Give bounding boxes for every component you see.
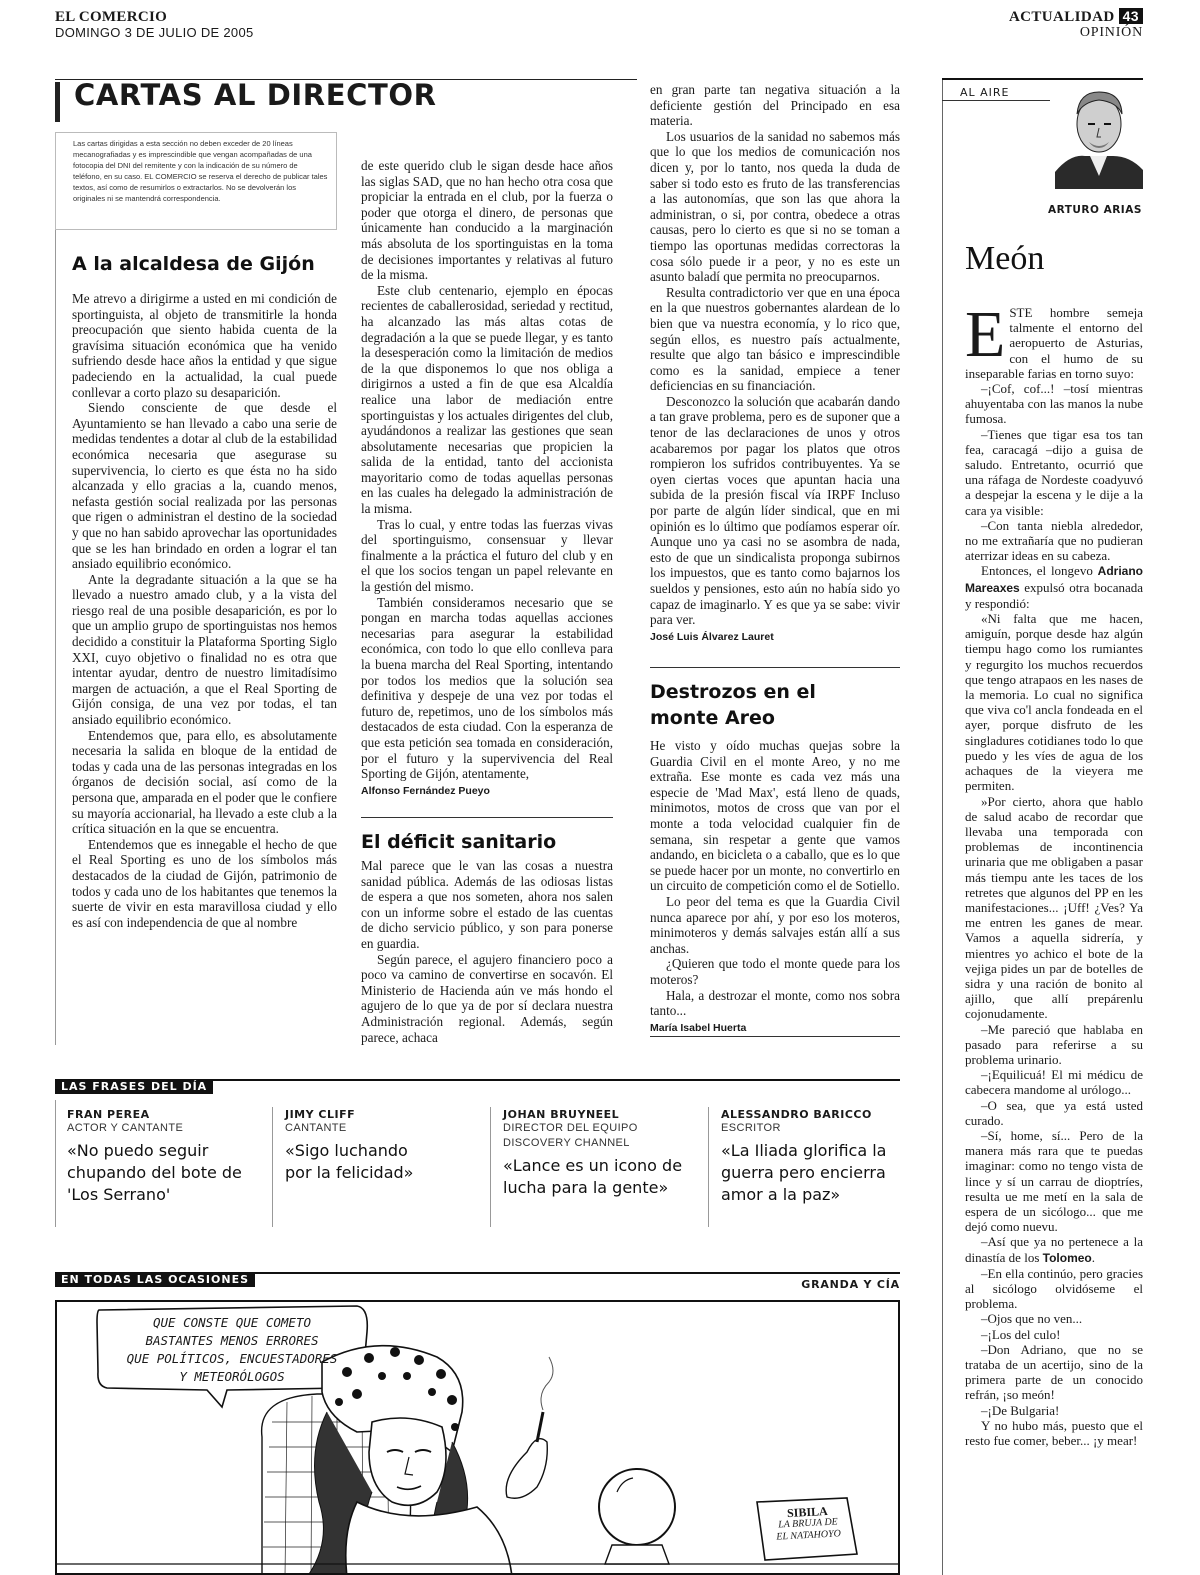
frase-divider (272, 1107, 273, 1227)
subsection-title: OPINIÓN (1079, 25, 1143, 40)
letter3-p2: Lo peor del tema es que la Guardia Civil nunca aparece por ahí, y por eso los moteros, minimoteros y demás salvajes están allí a sus anchas. (650, 893, 900, 956)
column-p5-start: Entonces, el longevo (981, 563, 1098, 579)
column-p10: –O sea, que ya está usted curado. (965, 1097, 1143, 1128)
column-p16: –Don Adriano, que no se trataba de un acertijo, sino de la primera parte de un conocido refrán, ¡so meón! (965, 1341, 1143, 1403)
column-left-rule (942, 78, 943, 1575)
sign-line: EL NATAHOYO (776, 1528, 842, 1543)
frase-role: ACTOR Y CANTANTE (67, 1122, 184, 1134)
letter2-signature: José Luis Álvarez Lauret (650, 630, 774, 643)
letter2-p5: Resulta contradictorio ver que en una época en la que nuestros gobernantes alardean de lo bien que va nuestra economía, y lo rico que, según ellos, es nuestro país actualmente, resulte que algo tan básico e imprescindible como es la sanidad, empiece a tener deficiencias en su financiación. (650, 284, 900, 394)
column-p12-name: Tolomeo (1042, 1250, 1092, 1265)
column-section-rule (942, 100, 1050, 101)
column-p8: –Me pareció que hablaba en pasado para referirse a su problema urinario. (965, 1021, 1143, 1067)
comic-label: EN TODAS LAS OCASIONES (55, 1272, 255, 1287)
letter2-p6: Desconozco la solución que acabarán dando a tan grave problema, pero es de suponer que a tenor de las declaraciones de unos y otros acabaremos por pagar los platos que otros rompieron los sufridos contribuyentes. Ya se oyen ciertas voces que apuntan hacia una subida de la presión fiscal vía IRPF Incluso por parte de algún líder sindical, que en mi opinión es lo último que podíamos esperar oír. Aunque uno ya casi no se asombra de nada, esto de que un sindicalista proponga subirnos los impuestos, que es tanto como bajarnos los sueldos y pensiones, esto aún no había sido yo capaz de imaginarlo. Y es que ya se sabe: vivir para ver. (650, 393, 900, 628)
letter2-p2: Según parece, el agujero financiero poco a poco va camino de convertirse en socavón. El Ministerio de Hacienda aún ve más hondo el agujero de lo que ya de por sí declara nuestra Administración regional. Además, según parece, achaca (361, 951, 613, 1045)
column-p4: –Con tanta niebla alrededor, no me extrañaría que no pudieran aterrizar ideas en su cabeza. (965, 517, 1143, 564)
comic-panel (55, 1300, 900, 1575)
letter2-p3: en gran parte tan negativa situación a la deficiente gestión del Principado en esa materia. (650, 82, 900, 129)
sign-line: SIBILA (786, 1503, 829, 1521)
frase-quote: «No puedo seguir chupando del bote de 'Los Serrano' (67, 1141, 242, 1204)
letter2-p1: Mal parece que le van las cosas a nuestra sanidad pública. Además de las odiosas listas de espera a que nos someten, ahora nos salen con un informe sobre el estado de las cuentas de dicho servicio público, y son para ponerse en guardia. (361, 858, 613, 951)
frase-role: ESCRITOR (721, 1122, 781, 1134)
frase-role: CANTANTE (285, 1122, 347, 1134)
frase-divider (708, 1107, 709, 1227)
frase-quote: «La Iliada glorifica la guerra pero encierra amor a la paz» (721, 1141, 887, 1204)
frases-label: LAS FRASES DEL DÍA (55, 1079, 213, 1094)
letter3-p3: ¿Quieren que todo el monte quede para los moteros? (650, 956, 900, 987)
frase-item (721, 1108, 896, 1206)
frase-item (503, 1108, 698, 1199)
column-p12-start: –Así que ya no pertenece a la dinastía de los (965, 1234, 1143, 1265)
frase-name: JIMY CLIFF (285, 1108, 356, 1121)
column-p17: –¡De Bulgaria! (981, 1402, 1060, 1418)
column-top-rule (942, 78, 1143, 80)
column-author: ARTURO ARIAS (1048, 204, 1142, 216)
frase-item (67, 1108, 262, 1206)
publication-date: DOMINGO 3 DE JULIO DE 2005 (55, 25, 254, 40)
column-p5-name: Adriano Mareaxes (965, 564, 1143, 595)
frase-quote: «Lance es un icono de lucha para la gente» (503, 1156, 683, 1197)
column-p3: –Tienes que tigar esa tos tan fea, caracagá –dijo a guisa de saludo. Entretanto, ocurrió que una ráfaga de Nordeste coadyuvó a despejar la escena y le dije a la cara ya visible: (965, 426, 1143, 518)
letter1-p8: Tras lo cual, y entre todas las fuerzas vivas del sportinguismo, consensuar y llevar finalmente a la práctica el futuro del club y en el que los socios tengan un papel relevante en la gestión del mismo. (361, 516, 613, 595)
letter3-column (650, 738, 900, 1036)
publication-name: EL COMERCIO (55, 9, 168, 25)
letter1-p2: Siendo consciente de que desde el Ayuntamiento se han llevado a cabo una serie de medidas tendentes a dotar al club de la estabilidad económica necesaria que asegurase su supervivencia, lo cierto es que ésta no ha sido alcanzada y ello gracias a la, cuando menos, nefasta gestión social realizada por las personas que rigen o administran el destino de la sociedad y que no han sabido aprovechar las oportunidades que se les han brindado en orden a lograr el tan ansiado equilibrio económico. (72, 400, 337, 572)
section-title (1009, 8, 1143, 26)
column-p12-end: . (1091, 1249, 1095, 1265)
letter1-signature: Alfonso Fernández Pueyo (361, 784, 490, 797)
letter3-p4: Hala, a destrozar el monte, como nos sobra tanto... (650, 987, 900, 1019)
column-title: Meón (965, 240, 1045, 277)
frase-divider (490, 1107, 491, 1227)
author-photo (1055, 84, 1143, 189)
column-p18: Y no hubo más, puesto que el resto fue comer, beber... ¡y mear! (965, 1417, 1143, 1449)
letter3-end-rule (650, 1036, 900, 1037)
letter3-title: Destrozos en el monte Areo (650, 681, 816, 729)
letter1-p3: Ante la degradante situación a la que se ha llevado a nuestro amado club, y a la vista del riesgo real de una posible desaparición, es por lo que un amplio grupo de sportinguistas nos hemos decidido a constituir la Plataforma Sporting Siglo XXI, cuyo objetivo o finalidad no es otra que intentar ayudar, dentro de nuestro limitadísimo margen de actuación, a que el Real Sporting de Gijón consiga, de una vez por todas, el tan ansiado equilibrio económico. (72, 571, 337, 728)
column-p11: –Sí, home, sí... Pero de la manera más rara que te puedas imaginar: como no tengo vista de lince y sí un carrau de dioptríes, resulta ue me metí en la sala de espera de un sicólogo... que me dejó como nuevu. (965, 1127, 1143, 1235)
letter1-p7: Este club centenario, ejemplo en épocas recientes de caballerosidad, seriedad y rectitud, ha alcanzado las más altas cotas de degradación a la que se puede llegar, y es tanto la desesperación como la limitación de medios de la que disponemos lo que nos obliga a dirigirnos a usted a fin de que esa Alcaldía realice una labor de mediación entre sportinguistas y los actuales dirigentes del club, ayudándonos a realizar las gestiones que sean absolutamente necesarias que propicien la salida de la entidad, tanto del accionista mayoritario como de todas aquellas personas en las cuales ha delegado la administración de la misma. (361, 282, 613, 517)
section-name: ACTUALIDAD (1008, 9, 1115, 25)
page-number: 43 (1119, 8, 1143, 24)
column-p1: STE hombre semeja talmente el entorno del aeropuerto de Asturias, con el humo de su inseparable farias en torno suyo: (965, 305, 1143, 381)
letter1-column-b (361, 158, 613, 799)
frase-role: DIRECTOR DEL EQUIPO DISCOVERY CHANNEL (503, 1122, 638, 1149)
letter1-p6: de este querido club le sigan desde hace años las siglas SAD, que no han hecho otra cosa que propiciar la entrada en el club, por la fuerza o poder que otorga el dinero, de personas que únicamente han conducido a la marginación más absoluta de los sportinguistas en la toma de decisiones importantes y relativas al futuro de la misma. (361, 158, 613, 283)
column-p15: –¡Los del culo! (981, 1326, 1061, 1342)
frases-left-rule (55, 1100, 56, 1227)
letter1-p5: Entendemos que es innegable el hecho de que el Real Sporting es uno de los símbolos más destacados de la ciudad de Gijón, patrimonio de todos y cada uno de los habitantes que tenemos la suerte de vivir en esta maravillosa ciudad y ello es así con independencia de que al nombre (72, 836, 337, 930)
column-p9: –¡Equilicuá! El mi médicu de cabecera mandome al urólogo... (965, 1067, 1143, 1098)
column-p14: –Ojos que no ven... (981, 1311, 1083, 1327)
frase-quote: «Sigo luchando por la felicidad» (285, 1141, 414, 1182)
balloon-line: QUE CONSTE QUE COMETO (152, 1315, 312, 1330)
column-section: AL AIRE (960, 86, 1010, 99)
column-p5-end: expulsó otra bocanada y respondió: (965, 579, 1143, 611)
letter1-p4: Entendemos que, para ello, es absolutamente necesaria la salida en bloque de la entidad de todas y cada una de las personas integradas en los órganos de decisión social, así como de la persona que, amparada en el poder que le confiere su mayoría accionarial, ha llevado a este club a la crítica situación en la que se encuentra. (72, 727, 337, 837)
sign-line: LA BRUJA DE (777, 1516, 839, 1531)
balloon-line: QUE POLÍTICOS, ENCUESTADORES (126, 1351, 338, 1366)
letter2-p4: Los usuarios de la sanidad no sabemos más que lo que los medios de comunicación nos dicen y, por lo tanto, nos queda la duda de saber si todo esto es fruto de las transferencias a las autonomías, que son las que ahora la administran, o si, por contra, obedece a otras causas, pero lo cierto es que si no se toman a tiempo las oportunas medidas correctoras la cosa sólo puede ir a peor, y no es este un asunto baladí que permita no preocuparnos. (650, 128, 900, 285)
letter3-signature: María Isabel Huerta (650, 1021, 747, 1034)
letter1-end-rule (361, 817, 613, 818)
frase-name: ALESSANDRO BARICCO (721, 1108, 872, 1121)
column-p13: –En ella continúo, pero gracies al sicólogo olvidóseme el problema. (965, 1265, 1143, 1312)
letter1-p1: Me atrevo a dirigirme a usted en mi condición de sportinguista, al objeto de transmitirle la honda preocupación que siento habida cuenta de la gravísima situación económica que ha venido sufriendo desde hace años la entidad y que sigue padeciendo en la actualidad, la cual puede conllevar a corto plazo su desaparición. (72, 291, 337, 400)
letter2-title: El déficit sanitario (361, 831, 557, 853)
letter2-column-a (361, 858, 613, 1045)
comic-author: GRANDA Y CÍA (801, 1278, 900, 1291)
frase-name: JOHAN BRUYNEEL (503, 1108, 620, 1121)
column-body (965, 298, 1143, 1449)
column-p2: –¡Cof, cof...! –tosí mientras ahuyentaba con las manos la nube fumosa. (965, 381, 1143, 427)
letter3-p1: He visto y oído muchas quejas sobre la Guardia Civil en el monte Areo, y no me extraña. Ese monte es cada vez más una especie de 'Mad Max', está lleno de quads, minimotos, motos de cross que van por el monte a toda velocidad cualquier fin de semana, sin respetar a gente que vamos andando, en bicicleta o a caballo, que es lo que se puede hacer por un monte, no convertirlo en un circuito de competición como el de Sotiello. (650, 738, 900, 894)
frase-item (285, 1108, 480, 1184)
balloon-line: BASTANTES MENOS ERRORES (145, 1333, 319, 1348)
letter1-column-a (72, 291, 337, 930)
letter2-end-rule (650, 667, 900, 668)
cartas-title: CARTAS AL DIRECTOR (74, 78, 437, 112)
left-box-rule (55, 230, 56, 1045)
cartas-title-bar (55, 82, 60, 122)
balloon-line: Y METEORÓLOGOS (179, 1369, 285, 1384)
column-p12 (965, 1234, 1143, 1265)
comic-sign-text (764, 1504, 852, 1544)
comic-balloon-text (107, 1314, 357, 1386)
column-p5 (965, 563, 1143, 611)
column-dropcap: E (965, 298, 1006, 371)
author-portrait (1055, 84, 1143, 189)
frase-name: FRAN PEREA (67, 1108, 150, 1121)
letter1-title: A la alcaldesa de Gijón (72, 253, 315, 275)
column-p6: «Ni falta que me hacen, amiguín, porque desde haz algún tiempu hago como los rumiantes y regurgito los muchos recuerdos que tengo atrapaos en les nases de la memoria. Lo cual no significa que viva co'l ancla fondeada en el ayer, porque disfruto de les singladures cotidianes todo lo que puedo y les víes de agua de los achaques de la vieyera me permiten. (965, 611, 1143, 794)
column-p7: »Por cierto, ahora que hablo de salud acabo de recordar que llevaba una temporada con problemas de incontinencia urinaria que me obligaben a pasar más tiempu ante les taces de los retretes que algunos del PP en les manifestaciones... ¡Uff! ¿Ves? Ya me entren les ganes de mear. Vamos a aquella sidrería, y mientres yo achico el bote de la vejiga pides un par de botelles de sidra y una ración de bonito al ajillo, que allí prepárenlu cojonudamente. (965, 793, 1143, 1022)
letter1-p9: También consideramos necesario que se pongan en marcha todas aquellas acciones necesarias para asegurar la estabilidad económica, con todo lo que ello conlleva para la buena marcha del Real Sporting, intentando por todos los medios que la solución sea definitiva y despeje de una vez por todas el futuro de, repetimos, uno de los símbolos más destacados de esta ciudad. Con la esperanza de que esta petición sea tomada en consideración, por el futuro y la supervivencia del Real Sporting de Gijón, atentamente, (361, 594, 613, 782)
letter2-column-b (650, 82, 900, 645)
cartas-note: Las cartas dirigidas a esta sección no deben exceder de 20 líneas mecanografiadas y es imprescindible que vengan acompañadas de una fotocopia del DNI del remitente y con la indicación de su número de teléfono, en su caso. EL COMERCIO se reserva el derecho de publicar tales textos, así como de resumirlos o extractarlos. No se devolverán los originales ni se mantendrá correspondencia. (55, 132, 337, 230)
